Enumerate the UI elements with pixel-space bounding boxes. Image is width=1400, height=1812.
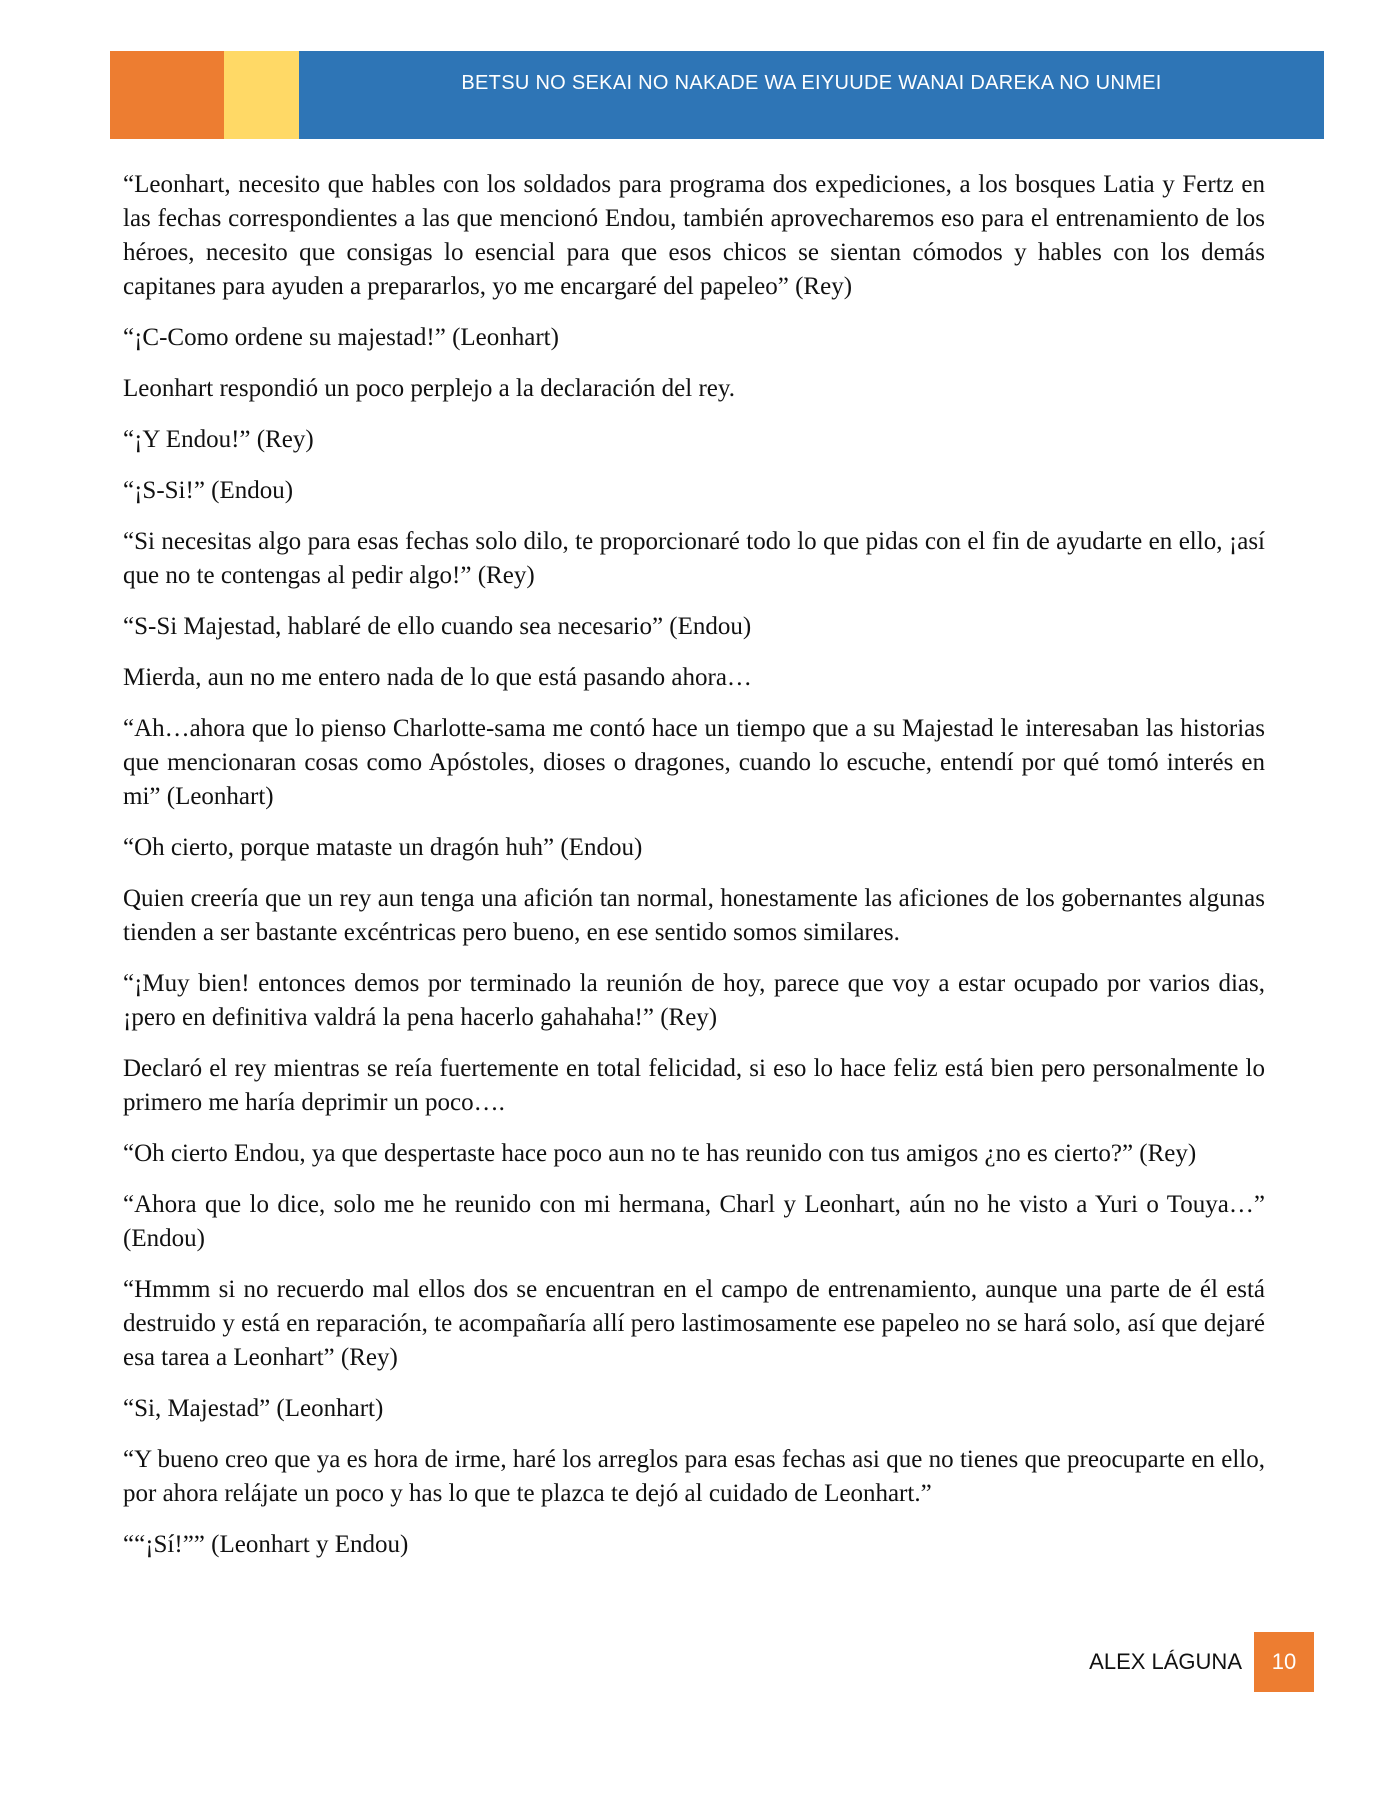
header-title: BETSU NO SEKAI NO NAKADE WA EIYUUDE WANAI DAREKA NO UNMEI (299, 51, 1324, 139)
paragraph: “¡Muy bien! entonces demos por terminado la reunión de hoy, parece que voy a estar ocupado por varios dias, ¡pero en definitiva valdrá la pena hacerlo gahahaha!” (Rey) (123, 970, 1265, 1031)
paragraph: “Leonhart, necesito que hables con los soldados para programa dos expediciones, a los bosques Latia y Fertz en las fechas correspondientes a las que mencionó Endou, también aprovecharemos eso para el entrenamiento de los héroes, necesito que consigas lo esencial para que esos chicos se sientan cómodos y hables con los demás capitanes para ayuden a prepararlos, yo me encargaré del papeleo” (Rey) (123, 171, 1265, 300)
paragraph: Mierda, aun no me entero nada de lo que está pasando ahora… (123, 664, 752, 691)
paragraph: “¡Y Endou!” (Rey) (123, 426, 314, 453)
header-yellow-block (224, 51, 299, 139)
paragraph: ““¡Sí!”” (Leonhart y Endou) (123, 1531, 409, 1558)
header-orange-block (110, 51, 224, 139)
paragraph: “¡S-Si!” (Endou) (123, 477, 294, 504)
paragraph: “S-Si Majestad, hablaré de ello cuando sea necesario” (Endou) (123, 613, 752, 640)
footer-author: ALEX LÁGUNA (1089, 1649, 1242, 1674)
page-header (110, 51, 1324, 139)
paragraph: “Hmmm si no recuerdo mal ellos dos se encuentran en el campo de entrenamiento, aunque una parte de él está destruido y está en reparación, te acompañaría allí pero lastimosamente ese papeleo no se hará solo, así que dejaré esa tarea a Leonhart” (Rey) (123, 1276, 1265, 1371)
paragraph: “Oh cierto, porque mataste un dragón huh” (Endou) (123, 834, 643, 861)
paragraph: “Ah…ahora que lo pienso Charlotte-sama me contó hace un tiempo que a su Majestad le interesaban las historias que mencionaran cosas como Apóstoles, dioses o dragones, cuando lo escuche, entendí por qué tomó interés en mi” (Leonhart) (123, 715, 1265, 810)
page-body (123, 168, 1265, 1579)
paragraph: Declaró el rey mientras se reía fuertemente en total felicidad, si eso lo hace feliz está bien pero personalmente lo primero me haría deprimir un poco…. (123, 1055, 1265, 1116)
page-number-badge: 10 (1254, 1632, 1314, 1692)
paragraph: “Oh cierto Endou, ya que despertaste hace poco aun no te has reunido con tus amigos ¿no es cierto?” (Rey) (123, 1140, 1197, 1167)
paragraph: Leonhart respondió un poco perplejo a la declaración del rey. (123, 375, 736, 402)
paragraph: “Si, Majestad” (Leonhart) (123, 1395, 384, 1422)
paragraph: “Y bueno creo que ya es hora de irme, haré los arreglos para esas fechas asi que no tienes que preocuparte en ello, por ahora relájate un poco y has lo que te plazca te dejó al cuidado de Leonhart.” (123, 1446, 1265, 1507)
paragraph: “¡C-Como ordene su majestad!” (Leonhart) (123, 324, 559, 351)
paragraph: “Ahora que lo dice, solo me he reunido con mi hermana, Charl y Leonhart, aún no he visto a Yuri o Touya…” (Endou) (123, 1191, 1265, 1252)
paragraph: “Si necesitas algo para esas fechas solo dilo, te proporcionaré todo lo que pidas con el fin de ayudarte en ello, ¡así que no te contengas al pedir algo!” (Rey) (123, 528, 1265, 589)
paragraph: Quien creería que un rey aun tenga una afición tan normal, honestamente las aficiones de los gobernantes algunas tienden a ser bastante excéntricas pero bueno, en ese sentido somos similares. (123, 885, 1265, 946)
page-footer (1089, 1632, 1314, 1692)
